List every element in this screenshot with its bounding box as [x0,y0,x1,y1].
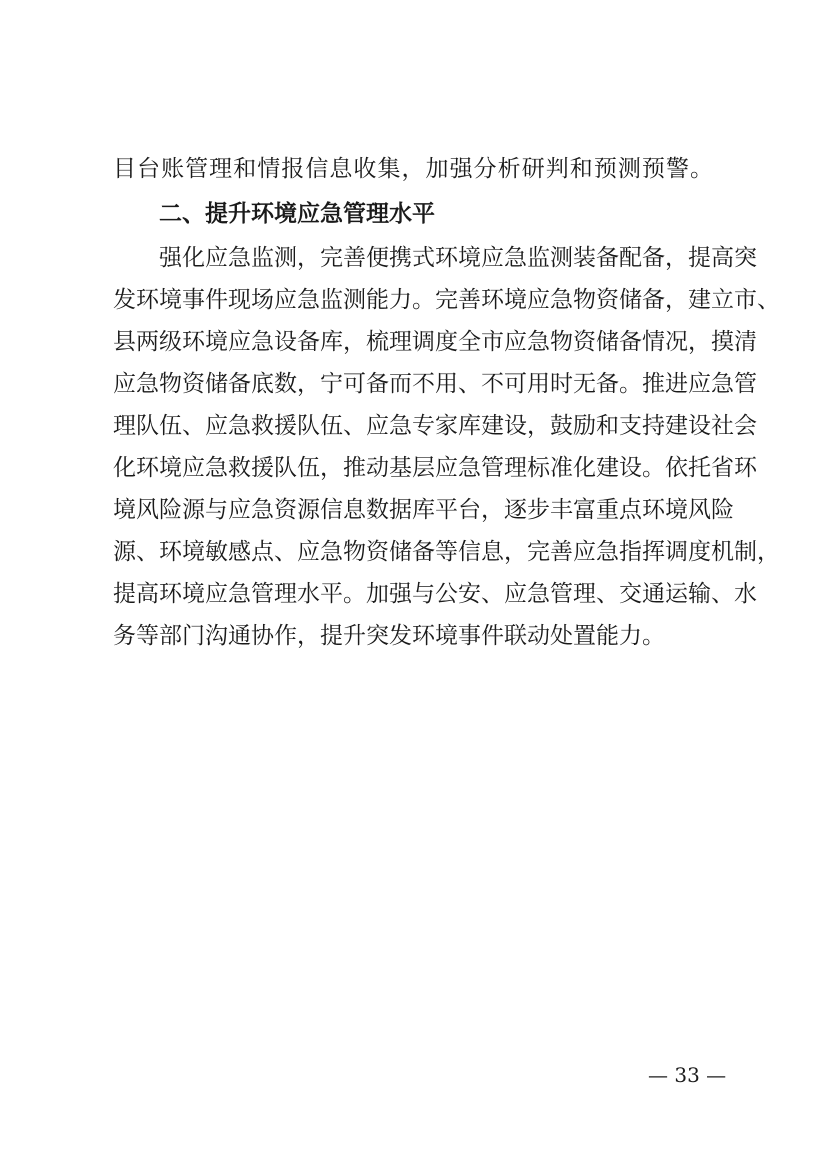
paragraph-line: 境风险源与应急资源信息数据库平台，逐步丰富重点环境风险 [113,497,734,523]
paragraph-line: 源、环境敏感点、应急物资储备等信息，完善应急指挥调度机制， [113,539,780,565]
section-heading: 二、提升环境应急管理水平 [159,201,435,227]
paragraph-line: 理队伍、应急救援队伍、应急专家库建设，鼓励和支持建设社会 [113,413,757,439]
paragraph-line: 县两级环境应急设备库，梳理调度全市应急物资储备情况，摸清 [113,329,757,355]
continuation-line: 目台账管理和情报信息收集，加强分析研判和预测预警。 [113,156,713,182]
paragraph-line: 强化应急监测，完善便携式环境应急监测装备配备，提高突 [159,245,757,271]
paragraph-line: 应急物资储备底数，宁可备而不用、不可用时无备。推进应急管 [113,371,757,397]
paragraph-line: 提高环境应急管理水平。加强与公安、应急管理、交通运输、水 [113,581,757,607]
paragraph-line: 发环境事件现场应急监测能力。完善环境应急物资储备，建立市、 [113,287,780,313]
paragraph-line: 务等部门沟通协作，提升突发环境事件联动处置能力。 [113,623,665,649]
page-number: — 33 — [648,1063,727,1087]
paragraph-line: 化环境应急救援队伍，推动基层应急管理标准化建设。依托省环 [113,455,757,481]
